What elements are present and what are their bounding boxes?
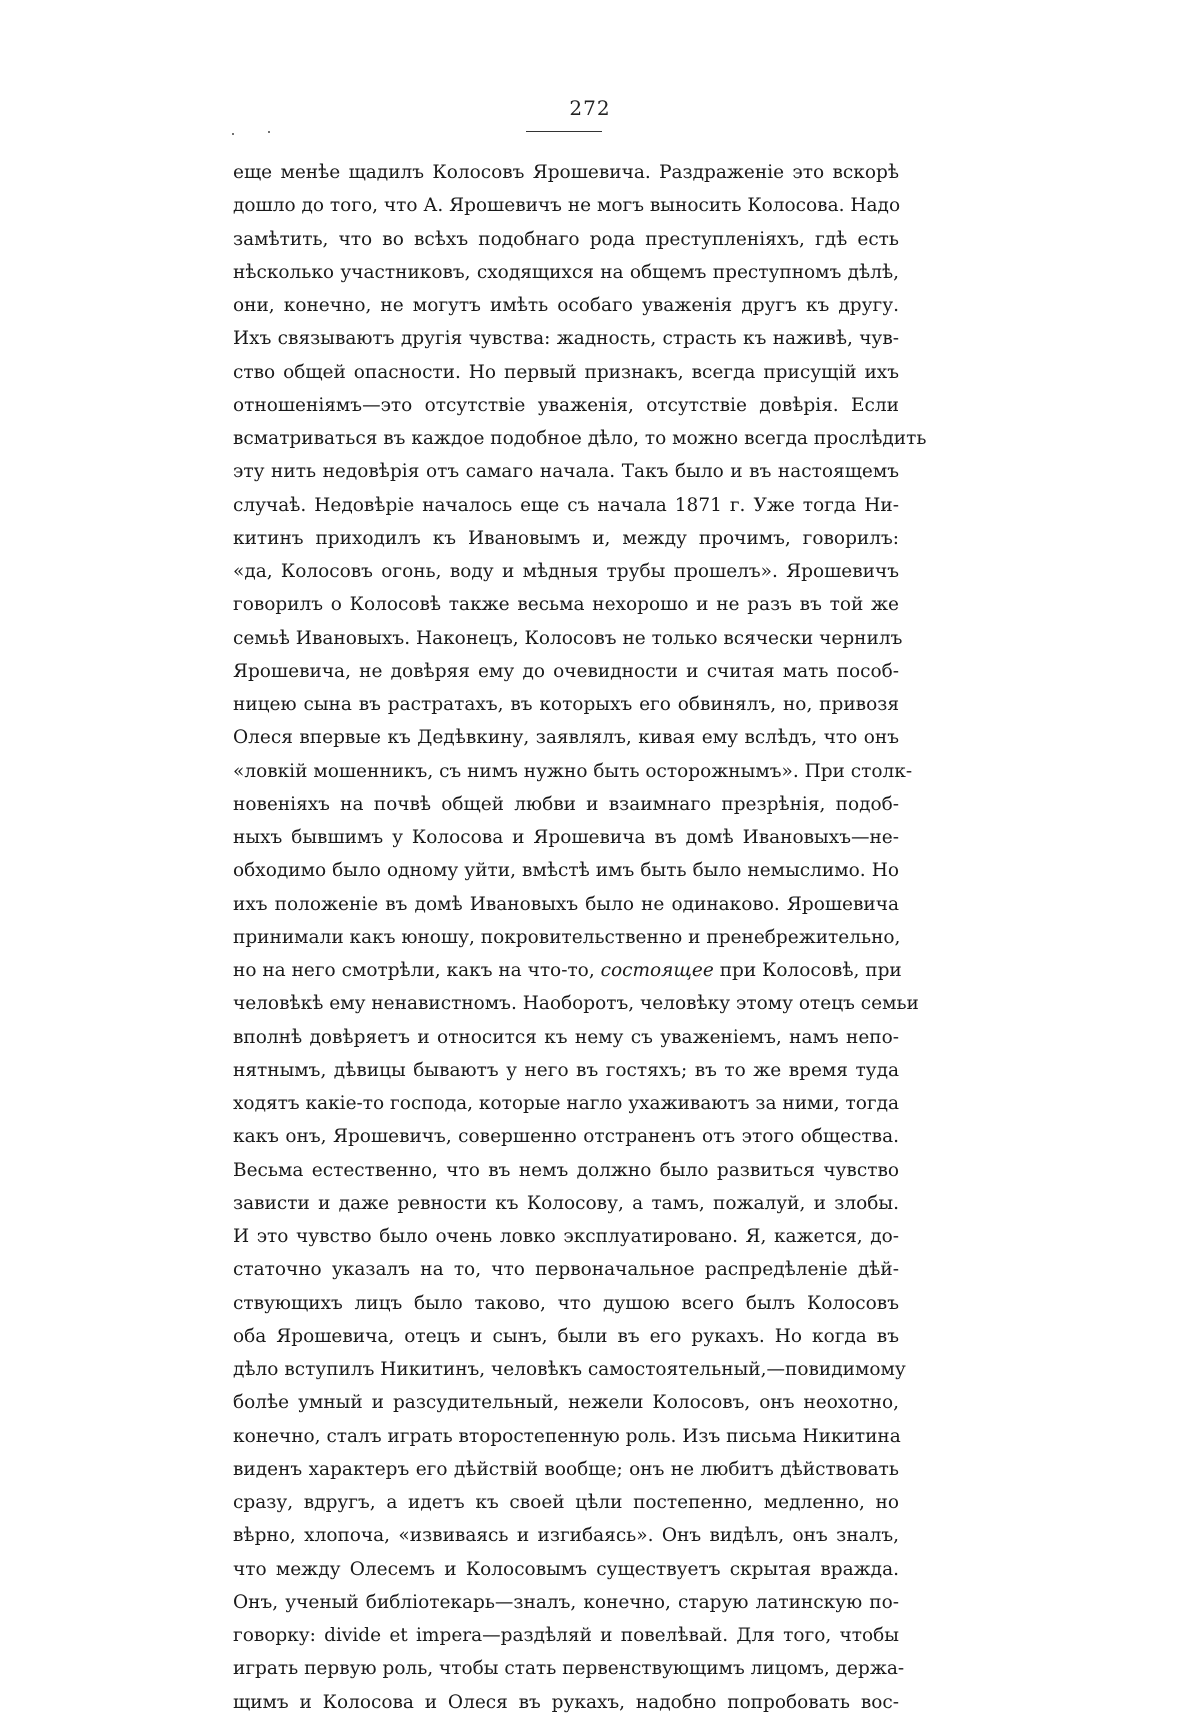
text-line: ихъ положеніе въ домѣ Ивановыхъ было не одинаково. Ярошевича — [233, 893, 899, 915]
page-number-rule — [526, 131, 602, 132]
text-line: ницею сына въ растратахъ, въ которыхъ его обвинялъ, но, привозя — [233, 694, 899, 715]
text-line: конечно, сталъ играть второстепенную роль. Изъ письма Никитина — [233, 1425, 901, 1447]
text-line: но на него смотрѣли, какъ на что-то, состоящее при Колосовѣ, при — [233, 960, 902, 981]
text-line: щимъ и Колосова и Олеся въ рукахъ, надобно попробовать вос- — [233, 1691, 899, 1713]
text-line: оба Ярошевича, отецъ и сынъ, были въ его рукахъ. Но когда въ — [233, 1325, 899, 1347]
text-line: болѣе умный и разсудительный, нежели Колосовъ, онъ неохотно, — [233, 1392, 899, 1414]
text-line: сразу, вдругъ, а идетъ къ своей цѣли постепенно, медленно, но — [233, 1492, 899, 1513]
page-number: 272 — [569, 96, 611, 120]
text-line: «да, Колосовъ огонь, воду и мѣдныя трубы прошелъ». Ярошевичъ — [233, 561, 899, 582]
text-line: говорку: divide et impera—раздѣляй и повелѣвай. Для того, чтобы — [233, 1625, 899, 1646]
emphasized-word: состоящее — [600, 960, 714, 981]
text-line: новеніяхъ на почвѣ общей любви и взаимнаго презрѣнія, подоб- — [233, 793, 899, 815]
text-line: эту нить недовѣрія отъ самаго начала. Такъ было и въ настоящемъ — [233, 461, 899, 483]
text-line: Онъ, ученый библіотекарь—зналъ, конечно, старую латинскую по- — [233, 1591, 899, 1613]
text-line: статочно указалъ на то, что первоначальное распредѣленіе дѣй- — [233, 1259, 899, 1281]
text-line: нятнымъ, дѣвицы бываютъ у него въ гостяхъ; въ то же время туда — [233, 1059, 899, 1081]
text-line: Весьма естественно, что въ немъ должно было развиться чувство — [233, 1159, 899, 1181]
text-line: еще менѣе щадилъ Колосовъ Ярошевича. Раздраженіе это вскорѣ — [233, 162, 899, 183]
text-line: человѣкѣ ему ненавистномъ. Наоборотъ, человѣку этому отецъ семьи — [233, 993, 919, 1015]
text-line: нѣсколько участниковъ, сходящихся на общемъ преступномъ дѣлѣ, — [233, 261, 899, 283]
print-speck — [232, 133, 234, 135]
text-line: замѣтить, что во всѣхъ подобнаго рода преступленіяхъ, гдѣ есть — [233, 228, 899, 250]
text-line: они, конечно, не могутъ имѣть особаго уваженія другъ къ другу. — [233, 295, 899, 316]
text-line: отношеніямъ—это отсутствіе уваженія, отсутствіе довѣрія. Если — [233, 394, 899, 416]
text-line: виденъ характеръ его дѣйствій вообще; онъ не любитъ дѣйствовать — [233, 1458, 899, 1480]
text-line: Ихъ связываютъ другія чувства: жадность, страсть къ наживѣ, чув- — [233, 328, 899, 350]
text-line: ныхъ бывшимъ у Колосова и Ярошевича въ домѣ Ивановыхъ—не- — [233, 827, 899, 848]
text-line: дѣло вступилъ Никитинъ, человѣкъ самостоятельный,—повидимому — [233, 1359, 906, 1380]
text-line: ствующихъ лицъ было таково, что душою всего былъ Колосовъ — [233, 1292, 899, 1314]
text-line: зависти и даже ревности къ Колосову, а тамъ, пожалуй, и злобы. — [233, 1192, 899, 1214]
text-line: вполнѣ довѣряетъ и относится къ нему съ уваженіемъ, намъ непо- — [233, 1026, 899, 1048]
text-line: вѣрно, хлопоча, «извиваясь и изгибаясь». Онъ видѣлъ, онъ зналъ, — [233, 1525, 899, 1547]
text-line: принимали какъ юношу, покровительственно и пренебрежительно, — [233, 926, 901, 948]
text-line: играть первую роль, чтобы стать первенствующимъ лицомъ, держа- — [233, 1658, 905, 1680]
text-line: «ловкій мошенникъ, съ нимъ нужно быть осторожнымъ». При столк- — [233, 760, 913, 782]
text-line: китинъ приходилъ къ Ивановымъ и, между прочимъ, говорилъ: — [233, 527, 899, 549]
text-line: всматриваться въ каждое подобное дѣло, то можно всегда прослѣдить — [233, 428, 927, 449]
text-line: какъ онъ, Ярошевичъ, совершенно отстраненъ отъ этого общества. — [233, 1126, 899, 1148]
text-line: что между Олесемъ и Колосовымъ существуетъ скрытая вражда. — [233, 1558, 899, 1580]
text-line: случаѣ. Недовѣріе началось еще съ начала 1871 г. Уже тогда Ни- — [233, 494, 899, 516]
text-line: И это чувство было очень ловко эксплуатировано. Я, кажется, до- — [233, 1226, 899, 1247]
text-line: обходимо было одному уйти, вмѣстѣ имъ быть было немыслимо. Но — [233, 860, 899, 882]
text-line: семьѣ Ивановыхъ. Наконецъ, Колосовъ не только всячески чернилъ — [233, 627, 903, 649]
text-line: дошло до того, что А. Ярошевичъ не могъ выносить Колосова. Надо — [233, 195, 901, 217]
text-line: ство общей опасности. Но первый признакъ, всегда присущій ихъ — [233, 361, 899, 383]
print-speck — [268, 131, 270, 133]
text-line: ходятъ какіе-то господа, которые нагло ухаживаютъ за ними, тогда — [233, 1093, 899, 1114]
text-line: Олеся впервые къ Дедѣвкину, заявлялъ, кивая ему вслѣдъ, что онъ — [233, 727, 899, 749]
text-line: Ярошевича, не довѣряя ему до очевидности и считая мать пособ- — [233, 660, 899, 682]
text-line: говорилъ о Колосовѣ также весьма нехорошо и не разъ въ той же — [233, 594, 899, 616]
body-text — [233, 156, 927, 1719]
